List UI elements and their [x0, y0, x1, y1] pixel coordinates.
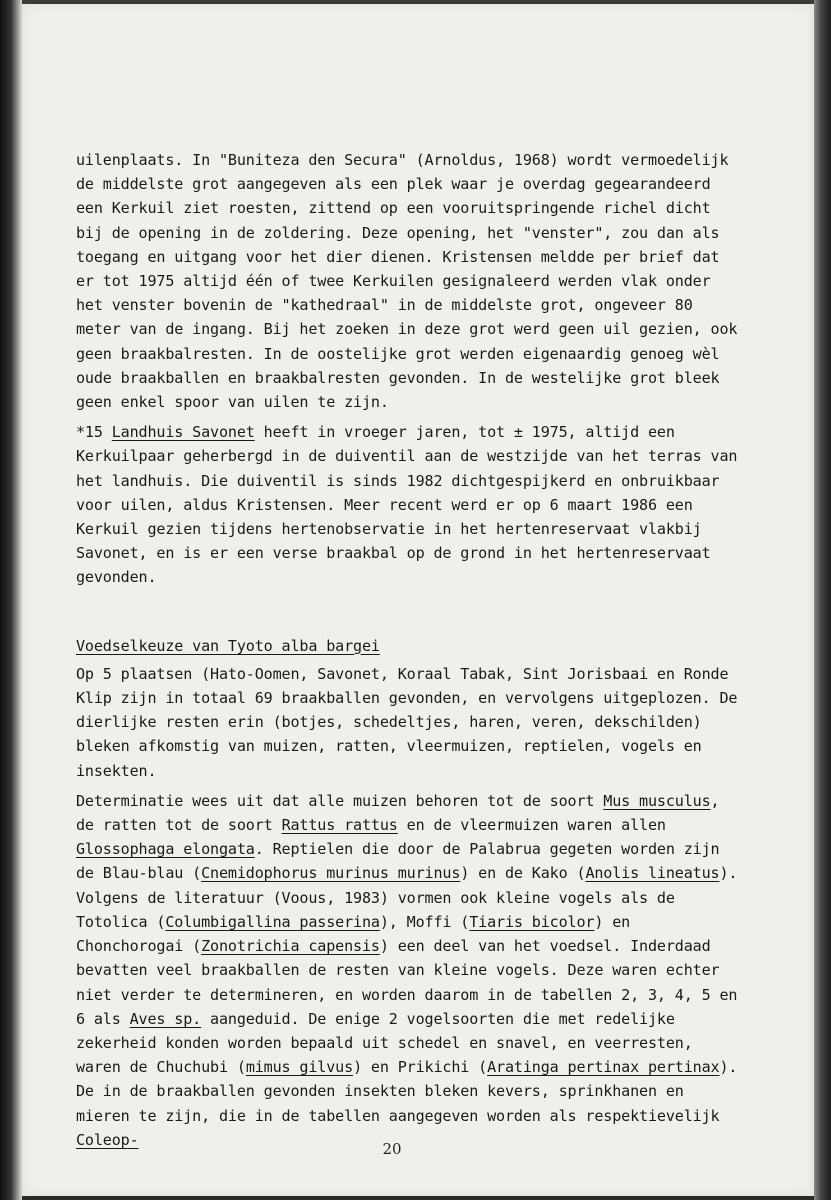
species-aves: Aves sp.: [129, 1009, 202, 1028]
paragraph-determinatie: Determinatie wees uit dat alle muizen behoren tot de soort Mus musculus, de ratten tot de soort Rattus rattus en de vleermuizen waren allen Glossophaga elongata. Reptielen die door de Palabrua gegeten worden zijn de Blau-blau (Cnemidophorus murinus murinus) en de Kako (Anolis lineatus). Volgens de literatuur (Voous, 1983) vormen ook kleine vogels als de Totolica (Columbigallina passerina), Moffi (Tiaris bicolor) en Chonchorogai (Zonotrichia capensis) een deel van het voedsel. Inderdaad bevatten veel braakballen de resten van kleine vogels. Deze waren echter niet verder te determineren, en worden daarom in de tabellen 2, 3, 4, 5 en 6 als Aves sp. aangeduid. De enige 2 vogelsoorten die met redelijke zekerheid konden worden bepaald uit schedel en snavel, en veerresten, waren de Chuchubi (mimus gilvus) en Prikichi (Aratinga pertinax pertinax). De in de braakballen gevonden insekten bleken kevers, sprinkhanen en mieren te zijn, die in de tabellen aangegeven worden als respektievelijk Coleop-: [76, 791, 738, 1149]
species-glossophaga: Glossophaga elongata: [76, 840, 255, 859]
species-columbigallina: Columbigallina passerina: [165, 912, 380, 931]
species-mus-musculus: Mus musculus: [603, 791, 711, 810]
place-landhuis-savonet: Landhuis Savonet: [111, 423, 255, 442]
page-number: 20: [382, 1140, 402, 1158]
document-page: [22, 4, 814, 1196]
species-zonotrichia: Zonotrichia capensis: [201, 937, 380, 956]
species-mimus: mimus gilvus: [245, 1058, 354, 1077]
paragraph-grotten: uilenplaats. In "Buniteza den Secura" (Arnoldus, 1968) wordt vermoedelijk de middelste grot aangegeven als een plek waar je overdag gegearandeerd een Kerkuil ziet roesten, zittend op een vooruitspringende richel dicht bij de opening in de zoldering. Deze opening, het "venster", zou dan als toegang en uitgang voor het dier dienen. Kristensen meldde per brief dat er tot 1975 altijd één of twee Kerkuilen gesignaleerd werden vlak onder het venster bovenin de "kathedraal" in de middelste grot, ongeveer 80 meter van de ingang. Bij het zoeken in deze grot werd geen uil gezien, ook geen braakbalresten. In de oostelijke grot werden eigenaardig genoeg wèl oude braakballen en braakbalresten gevonden. In de westelijke grot bleek geen enkel spoor van uilen te zijn.: [76, 151, 738, 412]
book-spine-shadow: [0, 0, 22, 1200]
species-aratinga: Aratinga pertinax pertinax: [487, 1058, 720, 1077]
species-cnemidophorus: Cnemidophorus murinus murinus: [201, 864, 461, 883]
term-coleoptera: Coleop-: [76, 1130, 139, 1149]
paragraph-braakballen: Op 5 plaatsen (Hato-Oomen, Savonet, Koraal Tabak, Sint Jorisbaai en Ronde Klip zijn in totaal 69 braakballen gevonden, en vervolgens uitgeplozen. De dierlijke resten erin (botjes, schedeltjes, haren, veren, dekschilden) bleken afkomstig van muizen, ratten, vleermuizen, reptielen, vogels en insekten.: [76, 664, 738, 780]
species-tiaris: Tiaris bicolor: [469, 912, 595, 931]
paragraph-savonet: *15 Landhuis Savonet heeft in vroeger jaren, tot ± 1975, altijd een Kerkuilpaar geherbergd in de duiventil aan de westzijde van het terras van het landhuis. Die duiventil is sinds 1982 dichtgespijkerd en onbruikbaar voor uilen, aldus Kristensen. Meer recent werd er op 6 maart 1986 een Kerkuil gezien tijdens hertenobservatie in het hertenreservaat vlakbij Savonet, en is er een verse braakbal op de grond in het hertenreservaat gevonden.: [76, 423, 738, 587]
page-stack-edge: [814, 0, 831, 1200]
section-heading: Voedselkeuze van Tyoto alba bargei: [76, 636, 380, 655]
species-rattus-rattus: Rattus rattus: [281, 816, 398, 835]
body-text: [76, 148, 746, 1158]
species-anolis: Anolis lineatus: [585, 864, 720, 883]
